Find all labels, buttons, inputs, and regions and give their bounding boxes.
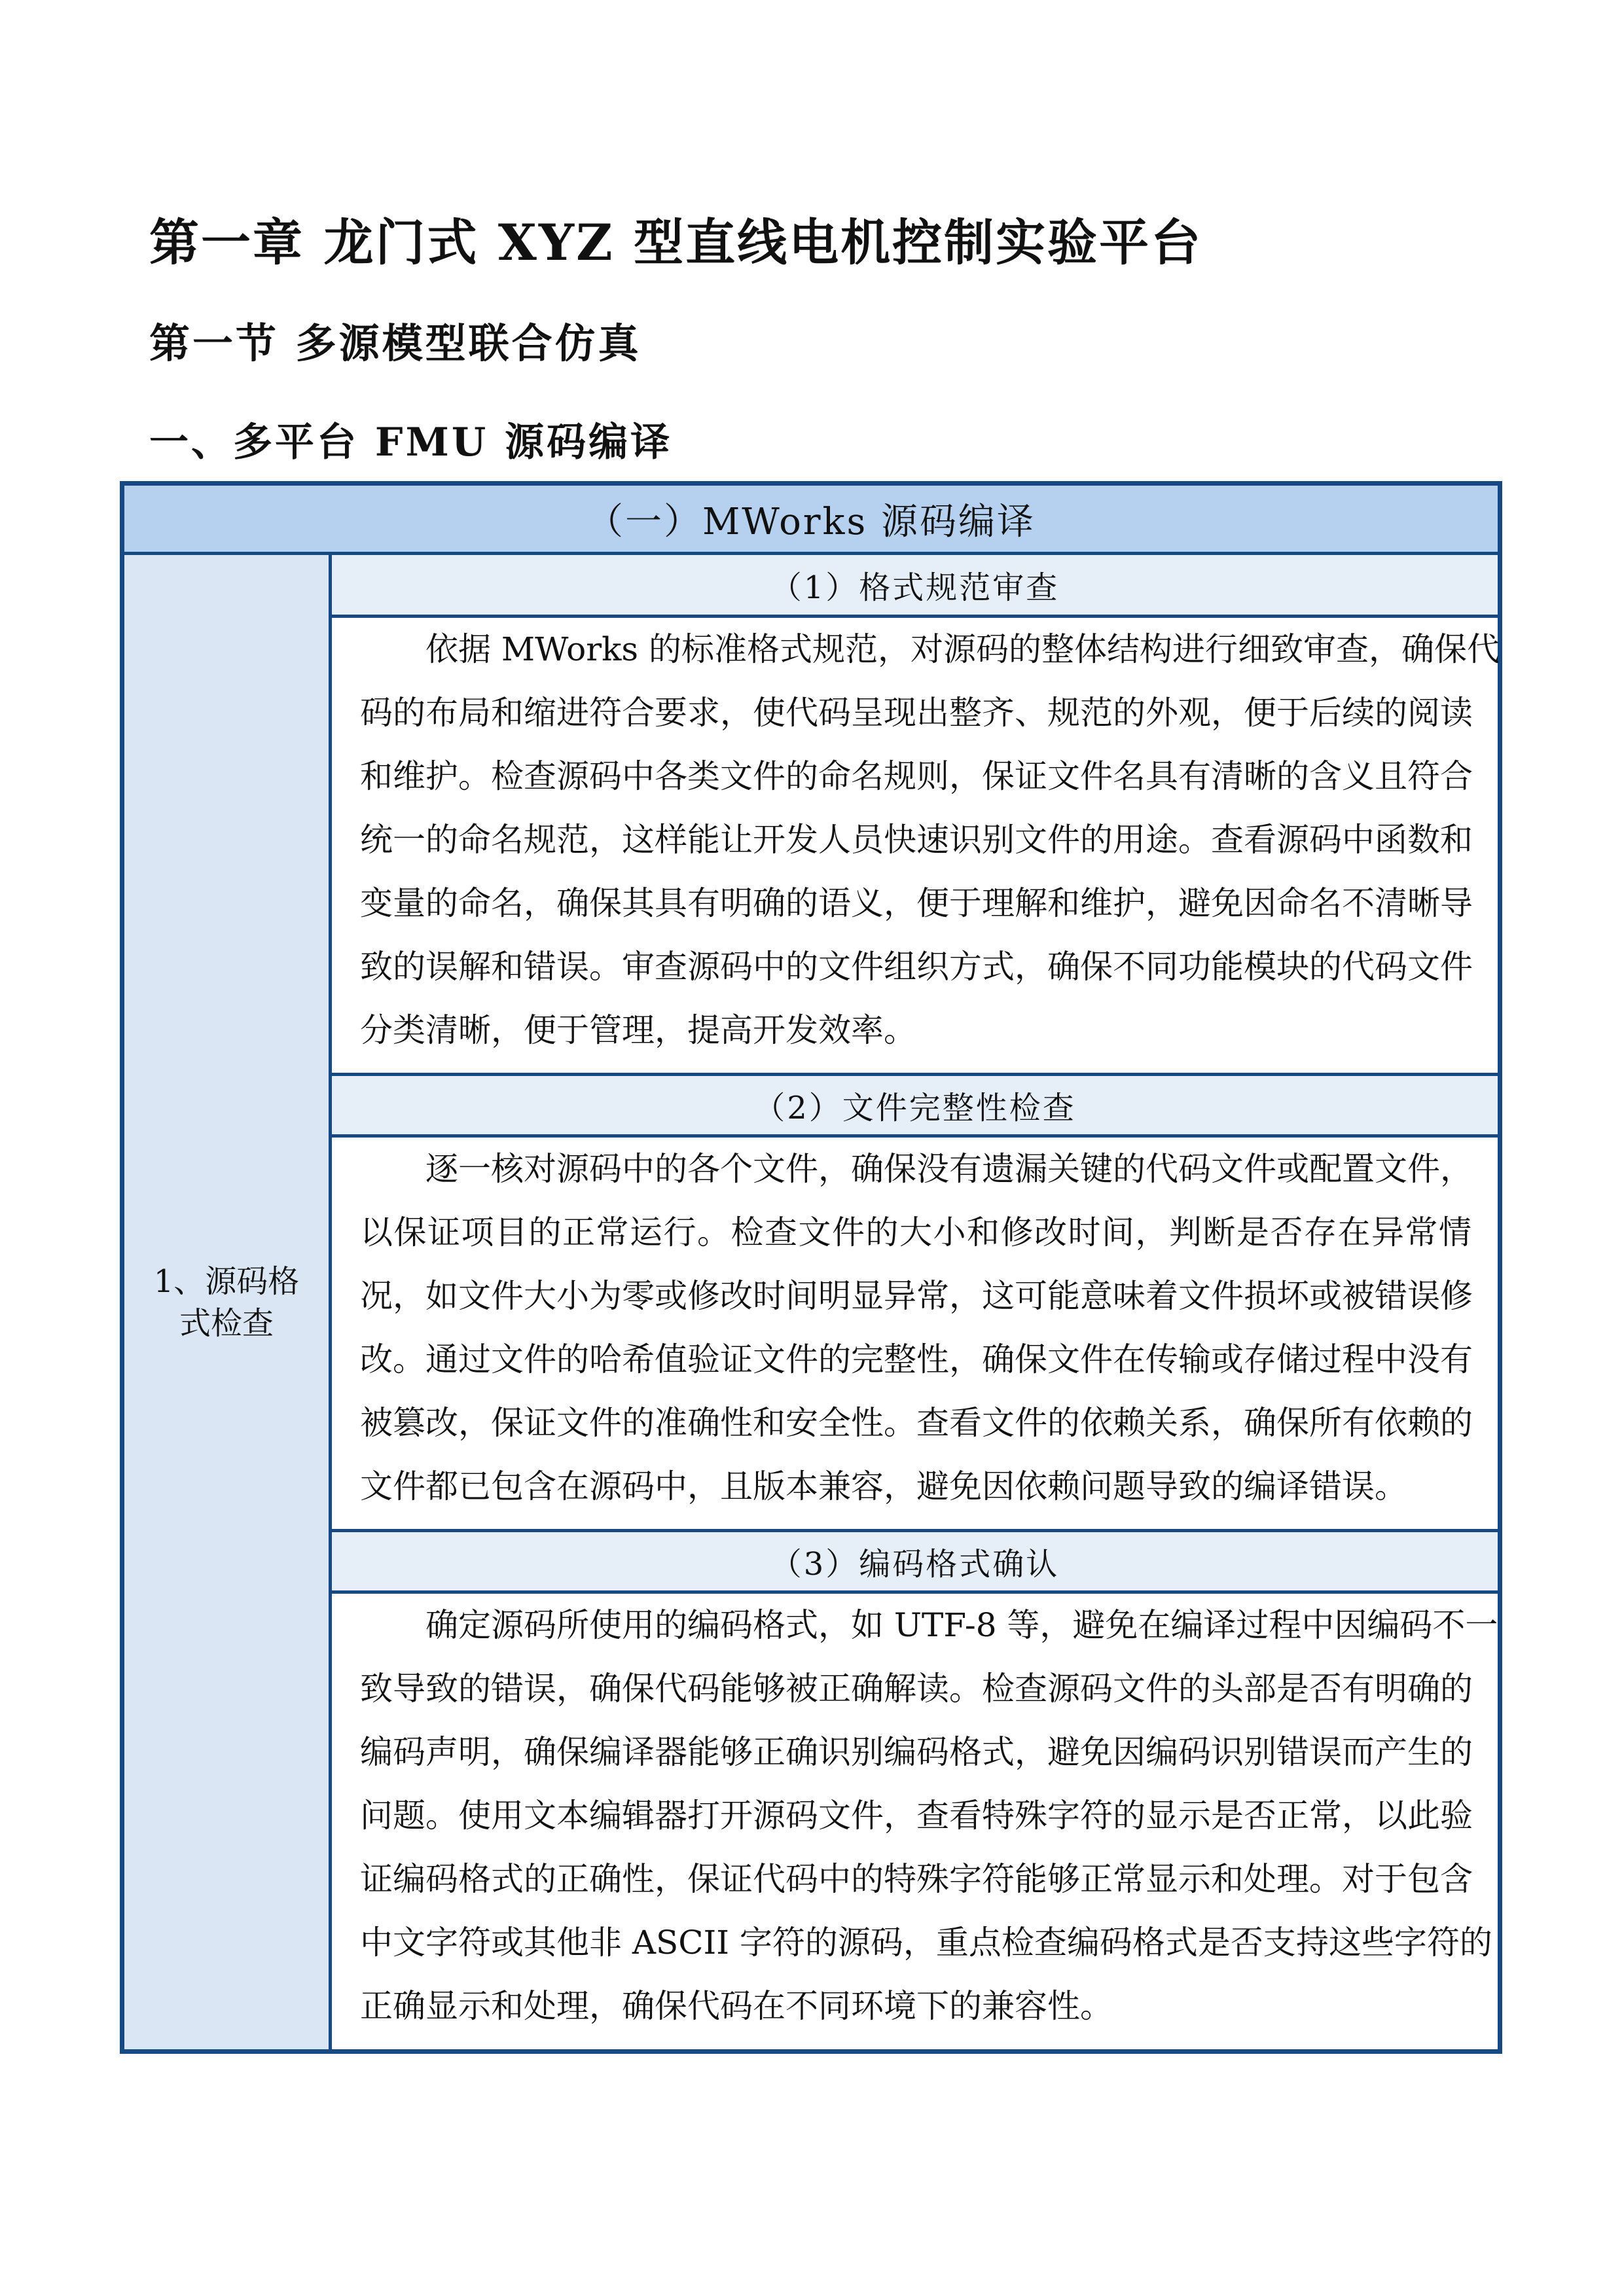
item-body-1 <box>332 618 1498 1076</box>
paragraph-line: 确定源码所使用的编码格式，如 UTF-8 等，避免在编译过程中因编码不一 <box>425 1606 1498 1644</box>
section-title: 第一节 多源模型联合仿真 <box>149 319 641 367</box>
paragraph-line: 致导致的错误，确保代码能够被正确解读。检查源码文件的头部是否有明确的 <box>360 1670 1473 1708</box>
paragraph-line: 况，如文件大小为零或修改时间明显异常，这可能意味着文件损坏或被错误修 <box>360 1277 1473 1315</box>
paragraph-line: 致的误解和错误。审查源码中的文件组织方式，确保不同功能模块的代码文件 <box>360 948 1473 986</box>
paragraph-line: 分类清晰，便于管理，提高开发效率。 <box>360 1011 916 1049</box>
paragraph-line: 中文字符或其他非 ASCII 字符的源码，重点检查编码格式是否支持这些字符的 <box>360 1924 1492 1962</box>
paragraph-line: 编码声明，确保编译器能够正确识别编码格式，避免因编码识别错误而产生的 <box>360 1733 1473 1771</box>
paragraph-line: 被篡改，保证文件的准确性和安全性。查看文件的依赖关系，确保所有依赖的 <box>360 1404 1473 1442</box>
paragraph-line: 和维护。检查源码中各类文件的命名规则，保证文件名具有清晰的含义且符合 <box>360 757 1473 795</box>
paragraph-line: 统一的命名规范，这样能让开发人员快速识别文件的用途。查看源码中函数和 <box>360 821 1473 859</box>
paragraph-line: 变量的命名，确保其具有明确的语义，便于理解和维护，避免因命名不清晰导 <box>360 884 1473 922</box>
item-heading-1: （1）格式规范审查 <box>332 555 1498 618</box>
left-label-cell <box>124 555 332 2049</box>
subsection-title: 一、多平台 FMU 源码编译 <box>149 420 673 465</box>
item-body-3 <box>332 1594 1498 2049</box>
item-heading-3: （3）编码格式确认 <box>332 1532 1498 1594</box>
table-header: （一）MWorks 源码编译 <box>124 486 1498 555</box>
paragraph-line: 证编码格式的正确性，保证代码中的特殊字符能够正常显示和处理。对于包含 <box>360 1860 1473 1898</box>
chapter-title: 第一章 龙门式 XYZ 型直线电机控制实验平台 <box>149 213 1203 272</box>
content-table <box>120 481 1502 2054</box>
paragraph-line: 文件都已包含在源码中，且版本兼容，避免因依赖问题导致的编译错误。 <box>360 1467 1407 1505</box>
paragraph-line: 依据 MWorks 的标准格式规范，对源码的整体结构进行细致审查，确保代 <box>425 630 1500 668</box>
item-heading-2: （2）文件完整性检查 <box>332 1076 1498 1138</box>
item-body-2 <box>332 1138 1498 1532</box>
paragraph-line: 正确显示和处理，确保代码在不同环境下的兼容性。 <box>360 1987 1113 2025</box>
paragraph-line: 以保证项目的正常运行。检查文件的大小和修改时间，判断是否存在异常情 <box>360 1213 1471 1251</box>
paragraph-line: 改。通过文件的哈希值验证文件的完整性，确保文件在传输或存储过程中没有 <box>360 1340 1473 1378</box>
paragraph-line: 逐一核对源码中的各个文件，确保没有遗漏关键的代码文件或配置文件， <box>425 1150 1473 1188</box>
left-label-line: 1、源码格 <box>153 1263 300 1300</box>
paragraph-line: 码的布局和缩进符合要求，使代码呈现出整齐、规范的外观，便于后续的阅读 <box>360 694 1473 732</box>
paragraph-line: 问题。使用文本编辑器打开源码文件，查看特殊字符的显示是否正常，以此验 <box>360 1797 1473 1835</box>
left-label-line: 式检查 <box>179 1304 274 1342</box>
